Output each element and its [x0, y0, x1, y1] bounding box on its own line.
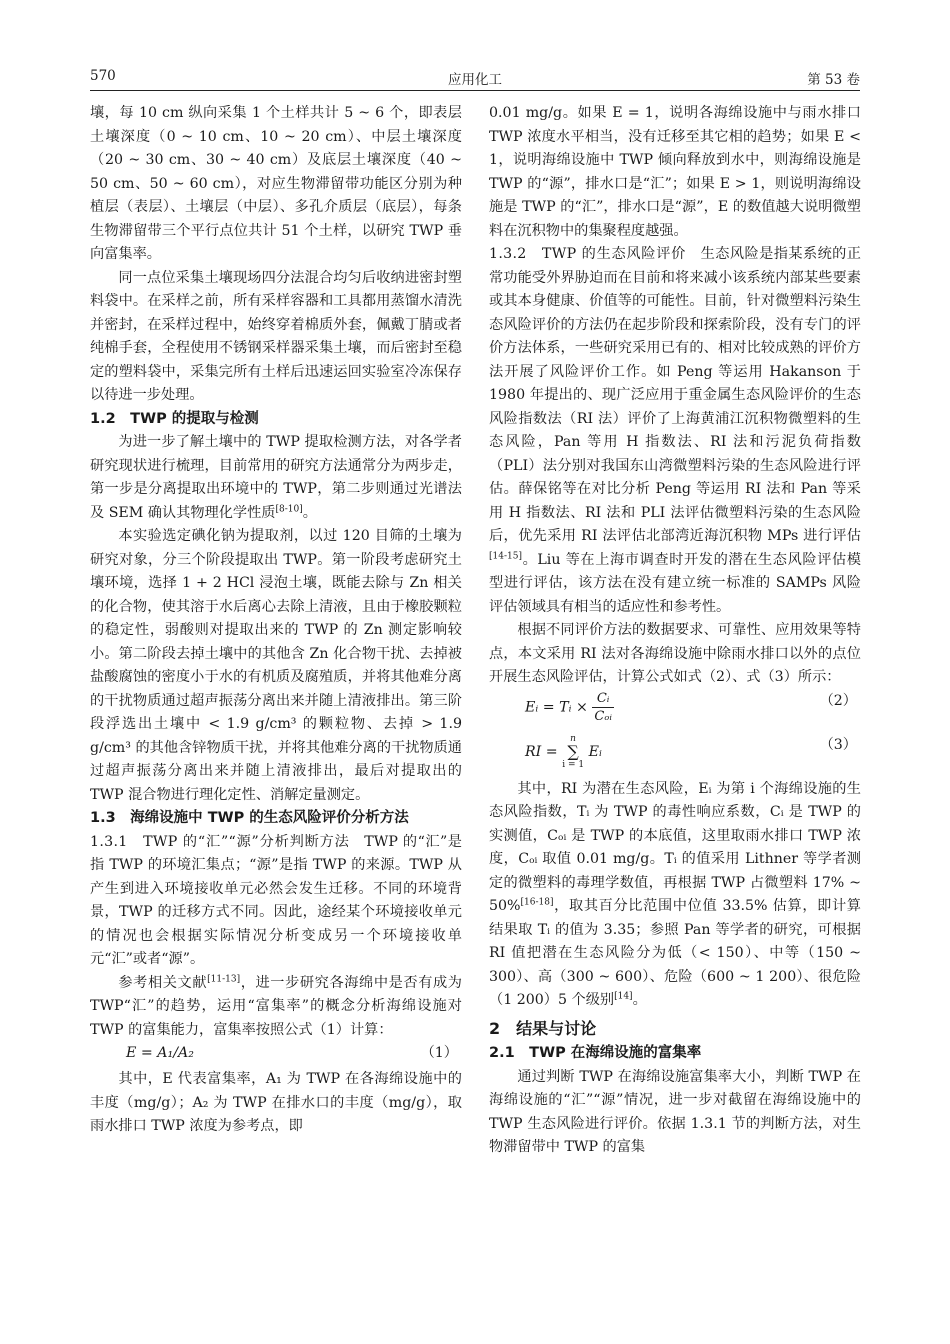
citation: [8-10]	[275, 503, 303, 514]
paragraph: 同一点位采集土壤现场四分法混合均匀后收纳进密封塑料袋中。在采样之前，所有采样容器和工具都用蒸馏水清洗并密封，在采样过程中，始终穿着棉质外套，佩戴丁腈或者纯棉手套，全程使用不锈钢采样器采集土壤，而后密封至稳定的塑料袋中，采集完所有土样后迅速运回实验室冷冻保存以待进一步处理。	[90, 269, 462, 403]
subsection-heading: 1.3.1 TWP 的“汇”“源”分析判断方法	[90, 833, 350, 850]
section-heading: 2.1 TWP 在海绵设施的富集率	[489, 1045, 702, 1061]
section-heading: 2 结果与讨论	[489, 1018, 597, 1038]
paragraph: 为进一步了解土壤中的 TWP 提取检测方法，对各学者研究现状进行梳理，目前常用的研究方法通常分为两步走，第一步是分离提取出环境中的 TWP，第二步则通过光谱法及 SEM 确认其物理化学性质[8-10]。	[90, 434, 462, 521]
paragraph: 其中，RI 为潜在生态风险，Eᵢ 为第 i 个海绵设施的生态风险指数，Tᵢ 为 TWP 的毒性响应系数，Cᵢ 是 TWP 的实测值，Cₒᵢ 是 TWP 的本底值，这里取雨水排口 TWP 浓度，Cₒᵢ 取值 0.01 mg/g。Tᵢ 的值采用 Lithner 等学者测定的微塑料的毒理学数值，再根据 TWP 占微塑料 17% ~ 50%[16-18]，取其百分比范围中位值 33.5% 估算，即计算结果取 Tᵢ 的值为 3.35；参照 Pan 等学者的研究，可根据 RI 值把潜在生态风险分为低（< 150）、中等（150 ~ 300）、高（300 ~ 600）、危险（600 ~ 1 200）、很危险（1 200）5 个级别[14]。	[489, 780, 861, 1008]
paragraph: 通过判断 TWP 在海绵设施富集率大小，判断 TWP 在海绵设施的“汇”“源”情况，进一步对截留在海绵设施中的 TWP 生态风险进行评价。依据 1.3.1 节的判断方法，对生物滞留带中 TWP 的富集	[489, 1068, 861, 1155]
paragraph: 壤，每 10 cm 纵向采集 1 个土样共计 5 ~ 6 个，即表层土壤深度（0 ~ 10 cm、10 ~ 20 cm）、中层土壤深度（20 ~ 30 cm、30 ~ 40 cm）及底层土壤深度（40 ~ 50 cm、50 ~ 60 cm），对应生物滞留带功能区分别为种植层（表层）、土壤层（中层）、多孔介质层（底层），每条生物滞留带三个平行点位共计 51 个土样，以研究 TWP 垂向富集率。	[90, 105, 462, 262]
paragraph: 本实验选定碘化钠为提取剂，以过 120 目筛的土壤为研究对象，分三个阶段提取出 TWP。第一阶段考虑研究土壤环境，选择 1 + 2 HCl 浸泡土壤，既能去除与 Zn 相关的化合物，使其溶于水后离心去除上清液，且由于橡胶颗粒的稳定性，弱酸则对提取出来的 TWP 的 Zn 测定影响较小。第二阶段去掉土壤中的其他含 Zn 化合物干扰、去掉被盐酸腐蚀的密度小于水的有机质及腐殖质，并将其他难分离的干扰物质通过超声振荡分离出来并随上清液排出。第三阶段浮选出土壤中 < 1.9 g/cm³ 的颗粒物、去掉 > 1.9 g/cm³ 的其他含锌物质干扰，并将其他难分离的干扰物质通过超声振荡分离出来并随上清液排出，最后对提取出的 TWP 混合物进行理化定性、消解定量测定。	[90, 528, 462, 803]
equation-3: RI = n ∑ i = 1 Eᵢ （3）	[525, 733, 857, 770]
paragraph: 1.3.1 TWP 的“汇”“源”分析判断方法 TWP 的“汇”是指 TWP 的环境汇集点；“源”是指 TWP 的来源。TWP 从产生到进入环境接收单元必然会发生迁移。不同的环境背景，TWP 的迁移方式不同。因此，途经某个环境接收单元的情况也会根据实际情况分析变成另一个环境接收单元“汇”或者“源”。	[90, 833, 462, 967]
equation-2: Eᵢ = Tᵢ × $\frac{\text{Cᵢ}}{\text{Cₒᵢ}}$ （2）	[525, 690, 857, 724]
equation-number: （3）	[819, 736, 857, 753]
citation: [11-13]	[207, 973, 241, 984]
equation-number: （1）	[420, 1045, 458, 1061]
right-column	[489, 102, 861, 1160]
paragraph: 1.3.2 TWP 的生态风险评价 生态风险是指某系统的正常功能受外界胁迫而在目前和将来减小该系统内部某些要素或其本身健康、价值等的可能性。目前，针对微塑料污染生态风险评价的方法仍在起步阶段和探索阶段，没有专门的评价方法体系，一些研究采用已有的、相对比较成熟的评价方法开展了风险评价工作。如 Peng 等运用 Hakanson 于 1980 年提出的、现广泛应用于重金属生态风险评价的生态风险指数法（RI 法）评价了上海黄浦江沉积物微塑料的生态风险，Pan 等用 H 指数法、RI 法和污泥负荷指数（PLI）法分别对我国东山湾微塑料污染的生态风险进行评估。薛保铭等在对比分析 Peng 等运用 RI 法和 Pan 等采用 H 指数法、RI 法和 PLI 法评估微塑料污染的生态风险后，优先采用 RI 法评估北部湾近海沉积物 MPs 进行评估[14-15]。Liu 等在上海市调查时开发的潜在生态风险评估模型进行评估，该方法在没有建立统一标准的 SAMPs 风险评估领域具有相当的适应性和参考性。	[489, 246, 861, 615]
left-column	[90, 102, 462, 1139]
page-number: 570	[90, 68, 116, 84]
paragraph: 其中，E 代表富集率，A₁ 为 TWP 在各海绵设施中的丰度（mg/g）；A₂ 为 TWP 在排水口的丰度（mg/g），取雨水排口 TWP 浓度为参考点，即	[90, 1071, 462, 1134]
header-rule	[90, 90, 860, 91]
equation-number: （2）	[819, 692, 857, 709]
paragraph: 根据不同评价方法的数据要求、可靠性、应用效果等特点，本文采用 RI 法对各海绵设施中除雨水排口以外的点位开展生态风险评估，计算公式如式（2）、式（3）所示：	[489, 622, 861, 685]
volume-label: 第 53 卷	[807, 72, 860, 88]
paragraph: 参考相关文献[11-13]，进一步研究各海绵中是否有成为 TWP“汇”的趋势，运用“富集率”的概念分析海绵设施对 TWP 的富集能力，富集率按照公式（1）计算：	[90, 973, 462, 1038]
subsection-heading: 1.3.2 TWP 的生态风险评价	[489, 246, 687, 262]
paragraph: 0.01 mg/g。如果 E = 1，说明各海绵设施中与雨水排口 TWP 浓度水平相当，没有迁移至其它相的趋势；如果 E < 1，说明海绵设施中 TWP 倾向释放到水中，则海绵设施是 TWP 的“源”，排水口是“汇”；如果 E > 1，则说明海绵设施是 TWP 的“汇”，排水口是“源”，E 的数值越大说明微塑料在沉积物中的集聚程度越强。	[489, 105, 861, 239]
section-heading: 1.2 TWP 的提取与检测	[90, 410, 259, 427]
citation: [16-18]	[520, 897, 554, 908]
journal-title: 应用化工	[448, 72, 502, 88]
equation-1: E = A₁/A₂ （1）	[90, 1042, 462, 1068]
section-heading: 1.3 海绵设施中 TWP 的生态风险评价分析方法	[90, 810, 409, 826]
page-header	[90, 68, 860, 90]
citation: [14-15]	[489, 550, 522, 561]
citation: [14]	[614, 991, 633, 1002]
